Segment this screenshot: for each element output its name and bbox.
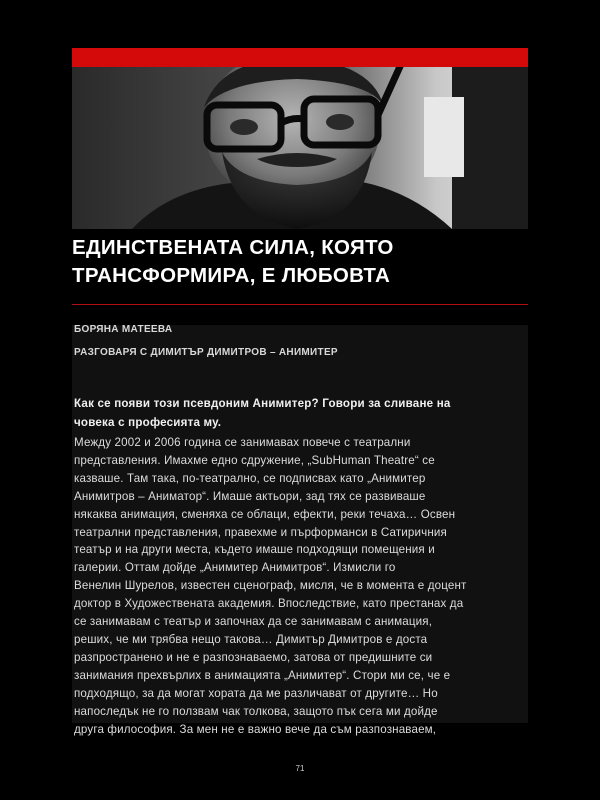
portrait-illustration	[72, 67, 528, 229]
answer-line: напоследък не го ползвам чак толкова, защото пък сега ми дойде	[74, 704, 438, 718]
red-header-bar	[72, 48, 528, 67]
answer-line: друга философия. За мен не е важно вече да съм разпознаваем,	[74, 722, 437, 736]
answer-line: театър и на други места, където имаше подходящи помещения и	[74, 543, 435, 557]
question-line: човека с професията му.	[74, 416, 222, 429]
article-subtitle: РАЗГОВАРЯ С ДИМИТЪР ДИМИТРОВ – АНИМИТЕР	[74, 347, 338, 358]
article-title	[72, 234, 532, 290]
red-divider	[72, 304, 528, 305]
answer-line: разпространено и не е разпознаваемо, затова от предишните си	[74, 650, 433, 664]
answer-line: казваше. Там така, по-театрално, се подписвах като „Анимитер	[74, 471, 426, 485]
answer-line: се занимавам с театър и започнах да се занимавам с анимация,	[74, 615, 433, 629]
page-number: 71	[295, 764, 305, 773]
answer-line: театрални представления, правехме и пърформанси в Сатиричния	[74, 525, 447, 539]
answer-line: реших, че ми трябва нещо такова… Димитър Димитров е доста	[74, 632, 428, 646]
answer-line: Венелин Шурелов, известен сценограф, мисля, че в момента е доцент	[74, 579, 467, 593]
interview-question	[74, 394, 524, 432]
answer-line: подходящо, за да могат хората да ме различават от другите… Но	[74, 686, 438, 700]
answer-line: представления. Имахме едно сдружение, „SubHuman Theatre“ се	[74, 453, 435, 467]
answer-line: доктор в Художествената академия. Впоследствие, като престанах да	[74, 597, 464, 611]
portrait-photo	[72, 67, 528, 229]
answer-line: Между 2002 и 2006 година се занимавах повече с театрални	[74, 436, 411, 449]
answer-line: Анимитров – Аниматор“. Имаше актьори, зад тях се развиваше	[74, 489, 426, 503]
question-line: Как се появи този псевдоним Анимитер? Говори за сливане на	[74, 397, 451, 410]
author-name: БОРЯНА МАТЕЕВА	[74, 324, 173, 335]
title-line-1: ЕДИНСТВЕНАТА СИЛА, КОЯТО	[72, 236, 394, 259]
title-line-2: ТРАНСФОРМИРА, Е ЛЮБОВТА	[72, 264, 391, 287]
interview-answer	[74, 434, 530, 738]
answer-line: занимания прехвърлих в анимацията „Анимитер“. Стори ми се, че е	[74, 668, 451, 682]
answer-line: някаква анимация, сменяха се облаци, ефекти, реки течаха… Освен	[74, 507, 456, 521]
answer-line: галерии. Оттам дойде „Анимитер Анимитров“. Измисли го	[74, 561, 396, 575]
